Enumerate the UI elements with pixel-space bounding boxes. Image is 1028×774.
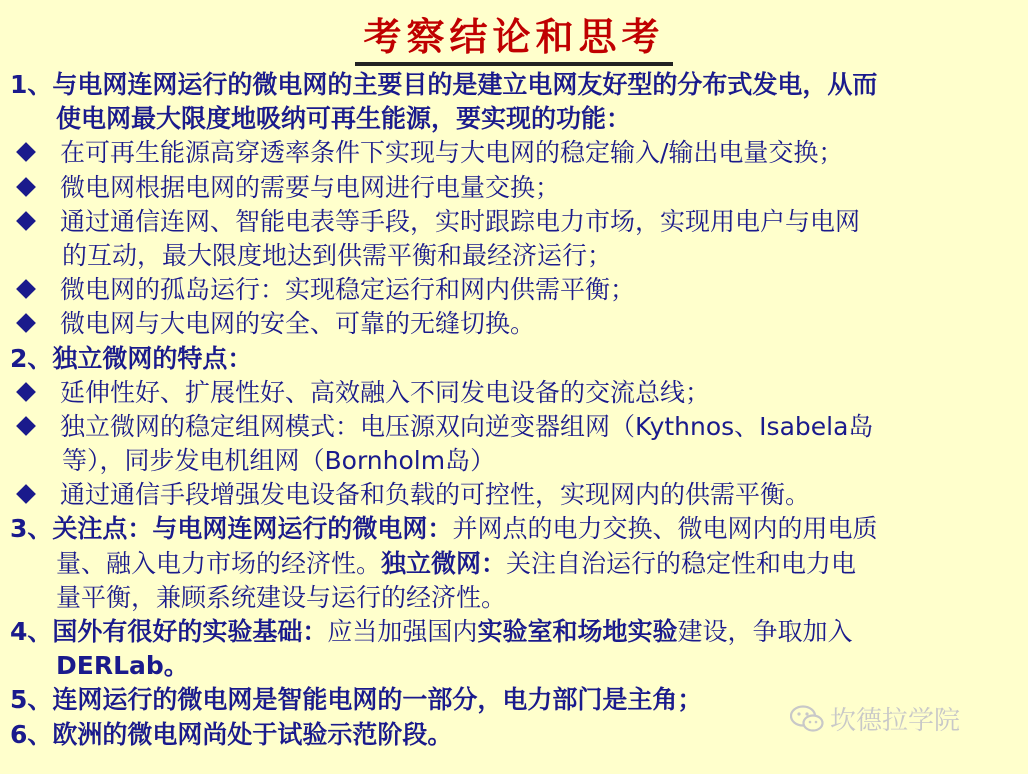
diamond-bullet-icon xyxy=(16,279,36,299)
point-number: 5、 xyxy=(10,685,53,715)
point-number: 6、 xyxy=(10,719,53,749)
point-3-bold: 独立微网： xyxy=(381,548,507,578)
diamond-bullet-icon xyxy=(16,211,36,231)
point-3-text: 量、融入电力市场的经济性。 xyxy=(56,548,382,578)
diamond-bullet-icon xyxy=(16,484,36,504)
point-5-text: 连网运行的微电网是智能电网的一部分，电力部门是主角； xyxy=(52,685,703,715)
diamond-bullet-icon xyxy=(16,313,36,333)
bullet-text: 通过通信连网、智能电表等手段，实时跟踪电力市场，实现用电户与电网 xyxy=(60,206,861,236)
bullet-text: 等），同步发电机组网（Bornholm岛） xyxy=(62,446,496,476)
point-1-line-2 xyxy=(10,102,1020,136)
point-4-bold: 实验室和场地实验 xyxy=(477,617,678,646)
title-wrap xyxy=(0,14,1028,66)
diamond-bullet-icon xyxy=(16,382,36,402)
point-number: 2、 xyxy=(10,343,53,373)
bullet-item xyxy=(10,273,1020,307)
bullet-item xyxy=(10,410,1020,444)
bullet-item xyxy=(10,171,1020,205)
bullet-item xyxy=(10,136,1020,170)
point-2-text: 独立微网的特点： xyxy=(52,343,253,373)
point-1-line-1 xyxy=(10,68,1020,102)
point-4-line-1 xyxy=(10,615,1020,649)
point-3-bold: 与电网连网运行的微电网： xyxy=(152,514,453,544)
bullet-text: 微电网根据电网的需要与电网进行电量交换； xyxy=(60,172,561,202)
bullet-item xyxy=(10,478,1020,512)
point-4-text: DERLab。 xyxy=(56,651,189,681)
bullet-text: 在可再生能源高穿透率条件下实现与大电网的稳定输入/输出电量交换； xyxy=(60,138,844,168)
point-3-line-1 xyxy=(10,512,1020,546)
diamond-bullet-icon xyxy=(16,142,36,162)
point-number: 3、 xyxy=(10,514,53,544)
bullet-text: 微电网的孤岛运行：实现稳定运行和网内供需平衡； xyxy=(60,275,636,305)
bullet-item xyxy=(10,205,1020,239)
point-1-text: 与电网连网运行的微电网的主要目的是建立电网友好型的分布式发电，从而 xyxy=(52,70,878,99)
bullet-text: 通过通信手段增强发电设备和负载的可控性，实现网内的供需平衡。 xyxy=(60,480,811,510)
bullet-item xyxy=(10,376,1020,410)
point-3-bold: 关注点： xyxy=(52,514,153,544)
point-3-text: 量平衡，兼顾系统建设与运行的经济性。 xyxy=(56,582,507,612)
bullet-item xyxy=(10,307,1020,341)
watermark-text: 坎德拉学院 xyxy=(830,706,961,736)
point-4-line-2 xyxy=(10,649,1020,683)
point-2-line xyxy=(10,342,1020,376)
bullet-text: 微电网与大电网的安全、可靠的无缝切换。 xyxy=(60,309,536,339)
point-3-text: 关注自治运行的稳定性和电力电 xyxy=(506,548,857,578)
watermark xyxy=(790,700,960,737)
bullet-text: 独立微网的稳定组网模式：电压源双向逆变器组网（Kythnos、Isabela岛 xyxy=(60,411,874,441)
point-6-text: 欧洲的微电网尚处于试验示范阶段。 xyxy=(52,719,453,749)
point-4-text: 应当加强国内 xyxy=(327,617,478,646)
point-number: 1、 xyxy=(10,70,53,99)
point-1-text-cont: 使电网最大限度地吸纳可再生能源，要实现的功能： xyxy=(56,104,632,134)
point-number: 4、 xyxy=(10,617,53,646)
bullet-text: 延伸性好、扩展性好、高效融入不同发电设备的交流总线； xyxy=(60,377,711,407)
point-3-text: 并网点的电力交换、微电网内的用电质 xyxy=(452,514,878,544)
point-4-text: 建设，争取加入 xyxy=(677,617,853,646)
diamond-bullet-icon xyxy=(16,416,36,436)
point-3-line-2 xyxy=(10,547,1020,581)
bullet-text: 的互动，最大限度地达到供需平衡和最经济运行； xyxy=(62,240,613,270)
bullet-text-cont xyxy=(10,239,1020,273)
slide-content xyxy=(10,68,1020,752)
diamond-bullet-icon xyxy=(16,177,36,197)
slide-title: 考察结论和思考 xyxy=(355,14,672,66)
bullet-text-cont xyxy=(10,444,1020,478)
wechat-icon xyxy=(790,705,824,733)
point-4-bold: 国外有很好的实验基础： xyxy=(52,617,328,646)
point-3-line-3 xyxy=(10,581,1020,615)
